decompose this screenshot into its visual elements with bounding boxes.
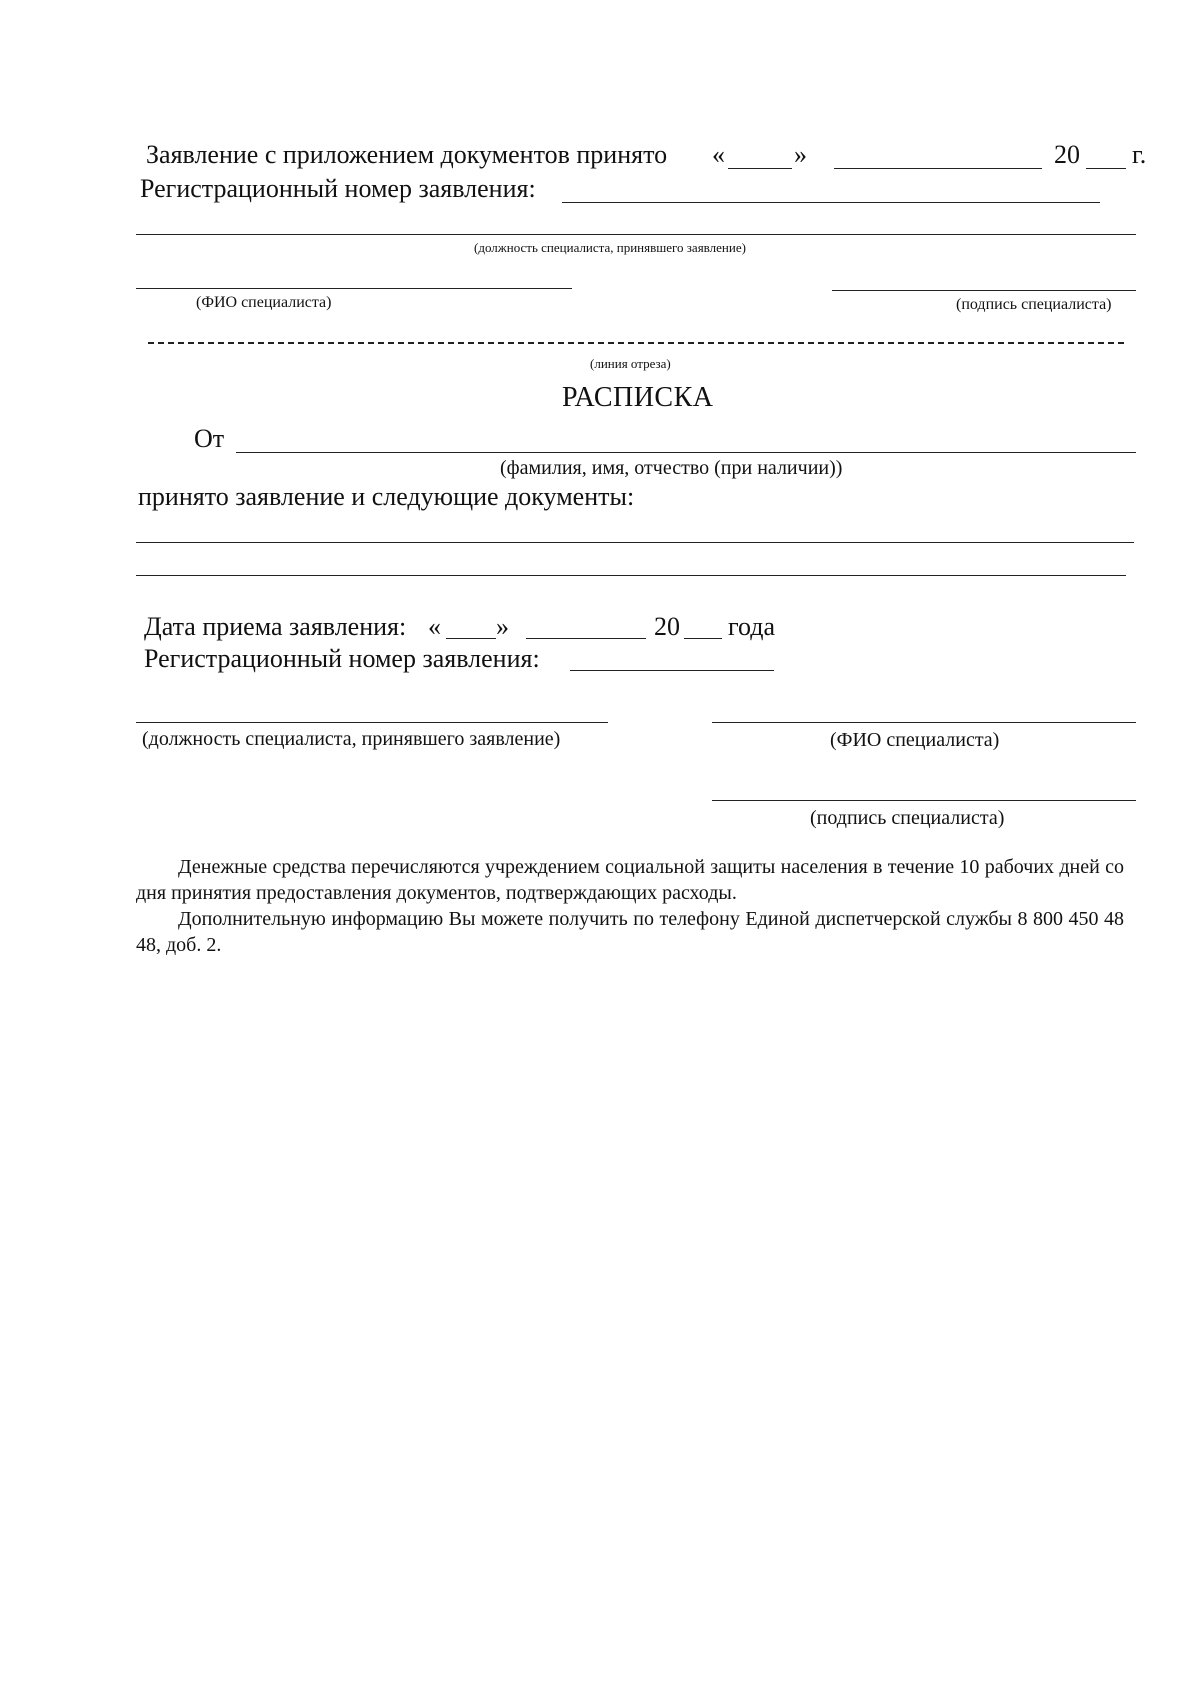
receipt-signature-caption: (подпись специалиста) <box>810 807 1005 829</box>
month-blank-line[interactable] <box>834 168 1042 169</box>
reg-number-label: Регистрационный номер заявления: <box>140 174 536 203</box>
docs-blank-line-2[interactable] <box>136 575 1126 576</box>
notes-block <box>136 854 1124 958</box>
receipt-reg-number-label: Регистрационный номер заявления: <box>144 644 540 673</box>
day-blank-line[interactable] <box>728 168 792 169</box>
signature-blank-line[interactable] <box>832 290 1136 291</box>
quote-close: » <box>794 140 807 169</box>
year-blank-line[interactable] <box>1086 168 1126 169</box>
year-prefix: 20 <box>1054 140 1080 169</box>
fio-blank-line[interactable] <box>136 288 572 289</box>
receipt-reg-number-blank-line[interactable] <box>570 670 774 671</box>
note-payment-terms: Денежные средства перечисляются учреждением социальной защиты населения в течение 10 рабочих дней со дня принятия предоставления документов, подтверждающих расходы. <box>136 856 1124 904</box>
date-day-blank-line[interactable] <box>446 638 496 639</box>
fio-caption: (ФИО специалиста) <box>196 294 332 311</box>
date-year-prefix: 20 <box>654 612 680 641</box>
cut-line <box>148 342 1124 344</box>
receipt-position-caption: (должность специалиста, принявшего заявление) <box>142 728 561 750</box>
receipt-fio-caption: (ФИО специалиста) <box>830 729 1000 751</box>
receipt-position-blank-line[interactable] <box>136 722 608 723</box>
fullname-caption: (фамилия, имя, отчество (при наличии)) <box>500 457 843 479</box>
accepted-statement-text: Заявление с приложением документов принято <box>146 140 668 169</box>
receipt-title: РАСПИСКА <box>562 382 714 413</box>
position-caption: (должность специалиста, принявшего заявление) <box>474 240 746 255</box>
date-label: Дата приема заявления: <box>144 612 407 641</box>
fullname-blank-line[interactable] <box>236 452 1136 453</box>
receipt-signature-blank-line[interactable] <box>712 800 1136 801</box>
position-blank-line[interactable] <box>136 234 1136 235</box>
from-label: От <box>194 424 225 453</box>
reg-number-blank-line[interactable] <box>562 202 1100 203</box>
year-suffix: г. <box>1132 140 1147 169</box>
date-quote-close: » <box>496 612 509 641</box>
date-year-blank-line[interactable] <box>684 638 722 639</box>
date-quote-open: « <box>428 612 441 641</box>
docs-blank-line-1[interactable] <box>136 542 1134 543</box>
quote-open: « <box>712 140 725 169</box>
cut-line-caption: (линия отреза) <box>590 356 671 371</box>
date-month-blank-line[interactable] <box>526 638 646 639</box>
signature-caption: (подпись специалиста) <box>956 296 1112 313</box>
accepted-docs-label: принято заявление и следующие документы: <box>138 482 635 511</box>
date-year-suffix: года <box>728 612 776 641</box>
note-contact-info: Дополнительную информацию Вы можете получить по телефону Единой диспетчерской службы 8 800 450 48 48, доб. 2. <box>136 908 1124 956</box>
receipt-fio-blank-line[interactable] <box>712 722 1136 723</box>
